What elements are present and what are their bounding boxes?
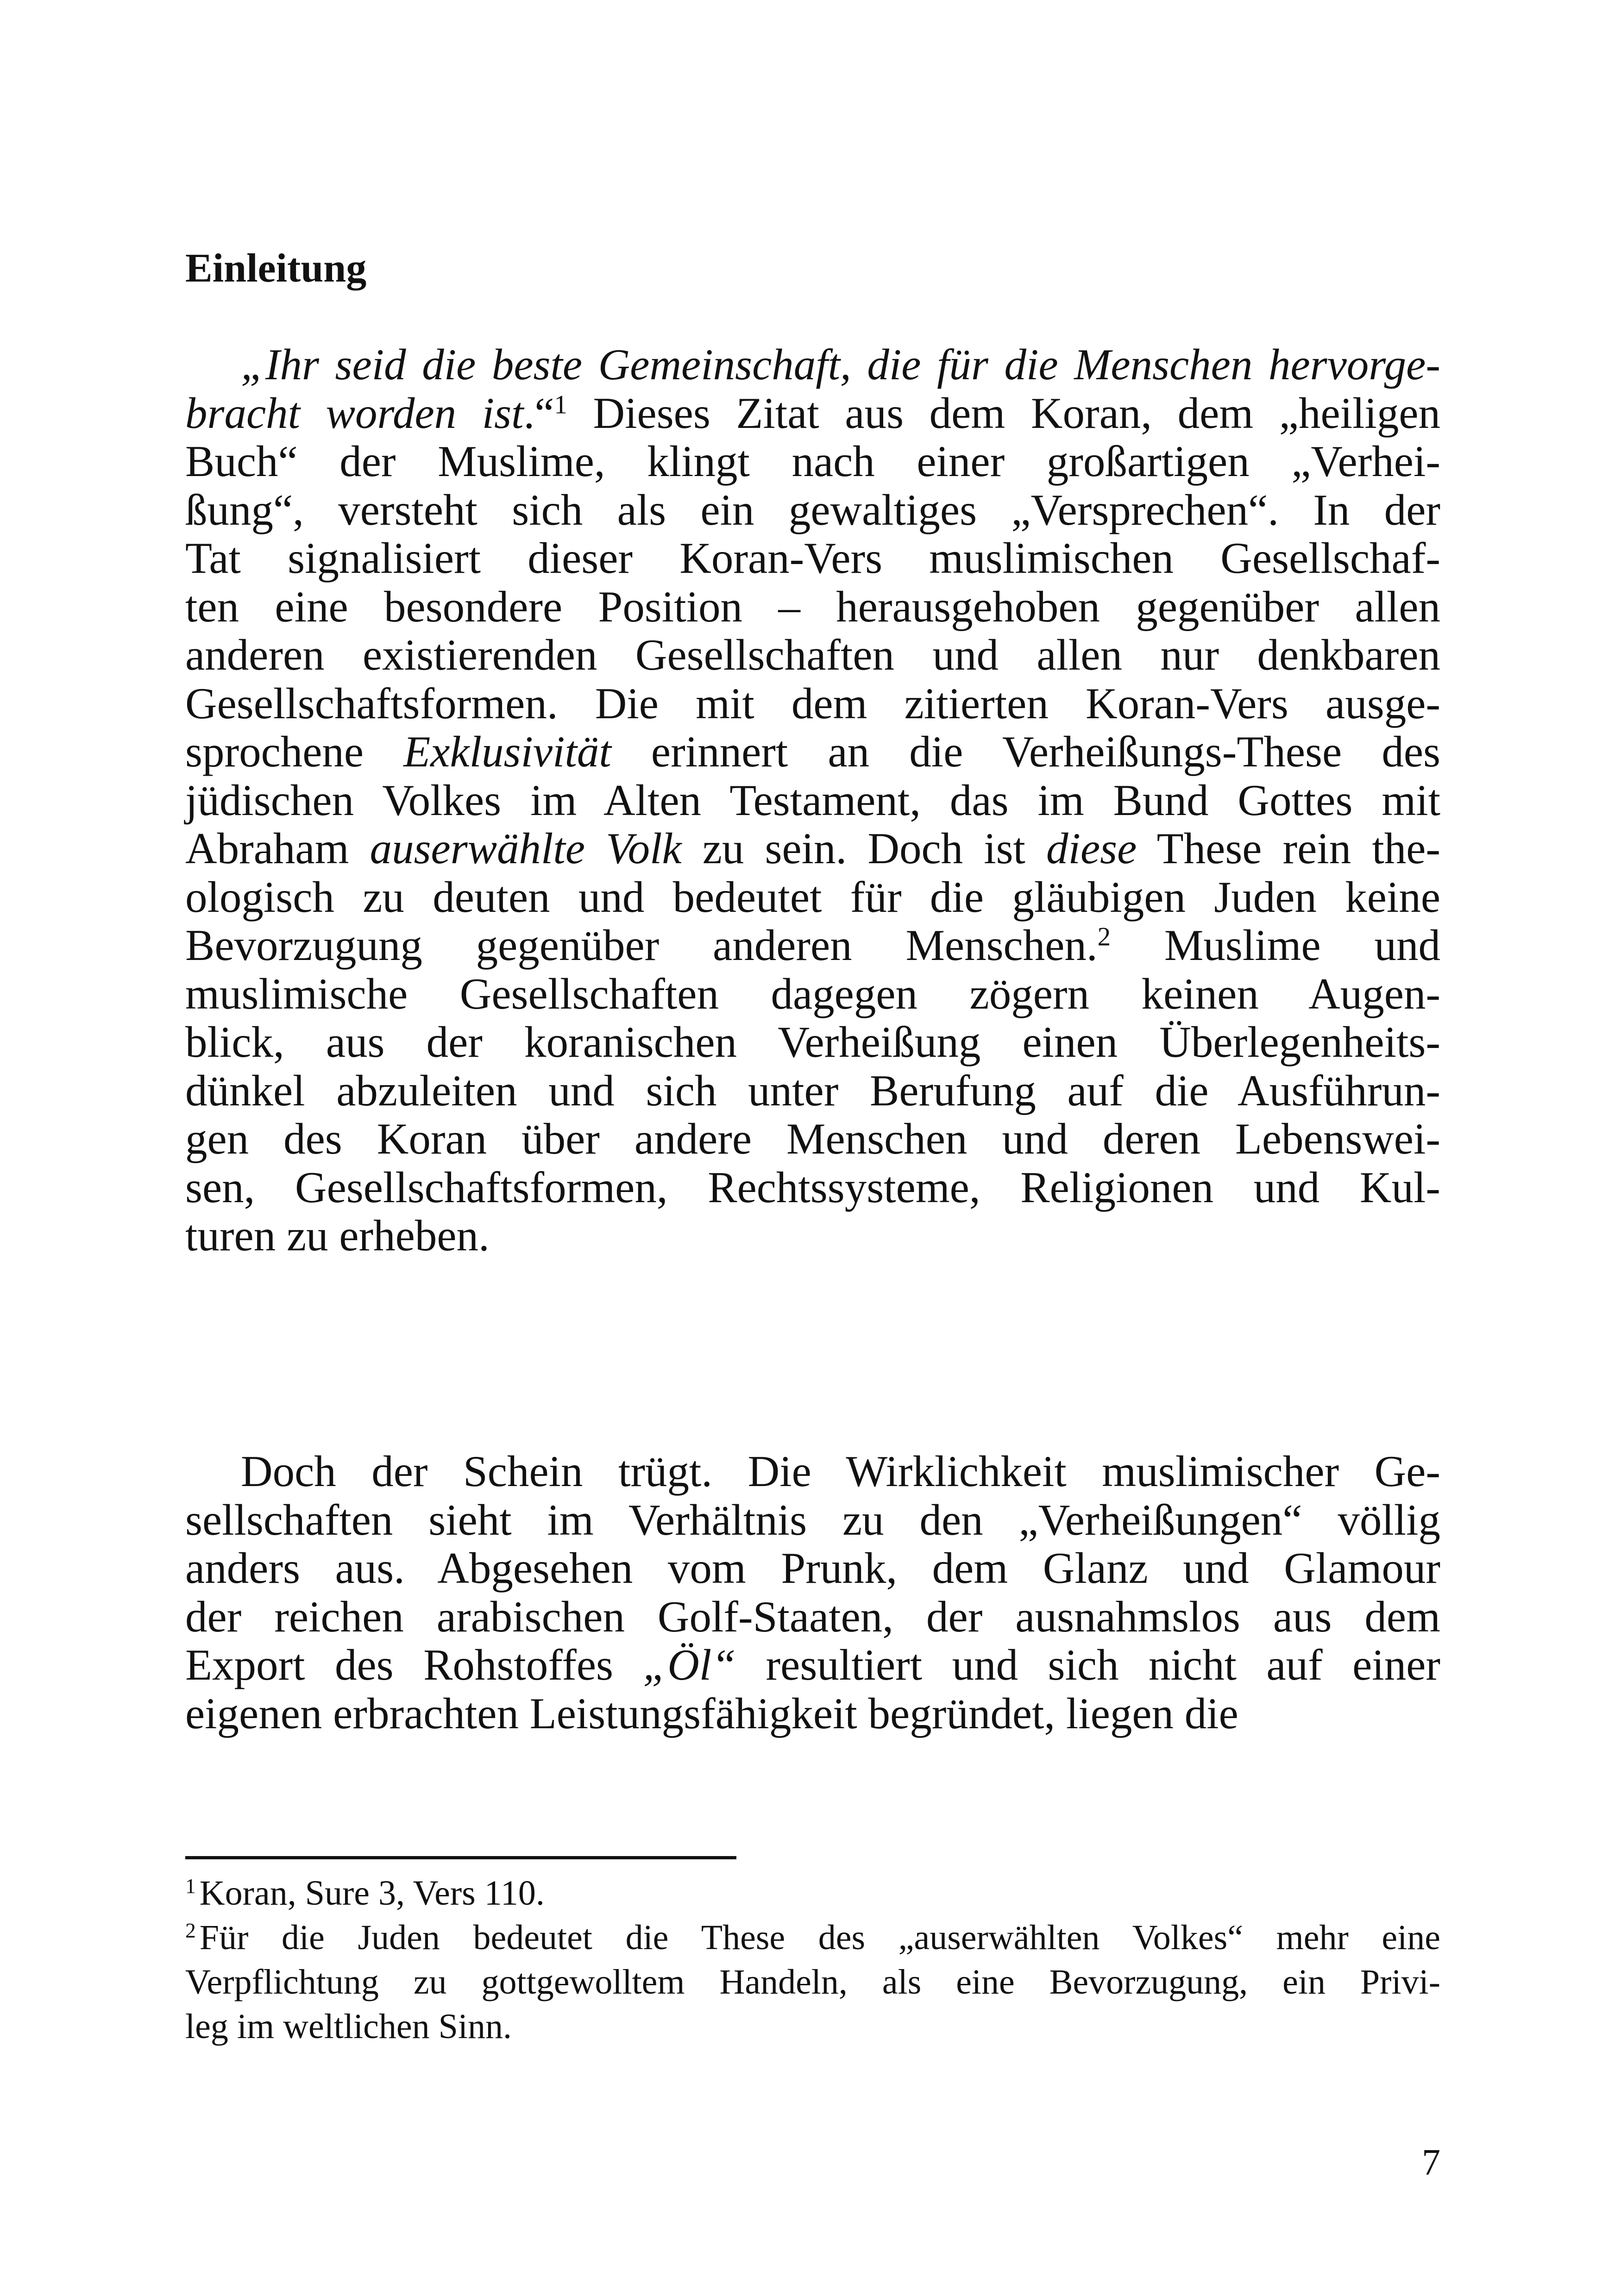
footnote-text: Für die Juden bedeutet die These des „auserwählten Volkes“ mehr eine (199, 1918, 1440, 1957)
text-line (185, 1018, 1440, 1066)
paragraph-introduction-1 (185, 340, 1440, 1260)
text-span: ten eine besondere Position – herausgehoben gegenüber allen (185, 582, 1440, 631)
text-line (185, 970, 1440, 1018)
footnote-number: 2 (185, 1918, 196, 1942)
footnote-line (185, 1915, 1440, 1960)
text-span: Export des Rohstoffes (185, 1640, 643, 1689)
text-line (185, 1066, 1440, 1115)
text-span: der reichen arabischen Golf-Staaten, der ausnahmslos aus dem (185, 1592, 1440, 1641)
italic-text: bracht worden ist (185, 388, 524, 438)
text-span: sprochene (185, 727, 404, 776)
text-span: anders aus. Abgesehen vom Prunk, dem Glanz und Glamour (185, 1543, 1440, 1593)
text-span: jüdischen Volkes im Alten Testament, das im Bund Gottes mit (185, 775, 1440, 825)
italic-text: diese (1046, 824, 1137, 873)
footnote-number: 1 (185, 1874, 196, 1898)
text-line (185, 873, 1440, 922)
text-line (185, 776, 1440, 825)
text-line (185, 631, 1440, 679)
text-span: turen zu erheben. (185, 1211, 490, 1260)
footnote-reference: 2 (1097, 922, 1111, 952)
text-line (185, 1496, 1440, 1544)
text-line (185, 1544, 1440, 1593)
text-span: ologisch zu deuten und bedeutet für die gläubigen Juden keine (185, 872, 1440, 922)
text-line (185, 728, 1440, 776)
text-span: resultiert und sich nicht auf einer (736, 1640, 1440, 1689)
footnote-text: Verpflichtung zu gottgewolltem Handeln, als eine Bevorzugung, ein Privi- (185, 1963, 1440, 2001)
text-span: Bevorzugung gegenüber anderen Menschen. (185, 921, 1098, 970)
text-span: These rein the- (1137, 824, 1441, 873)
text-line (185, 583, 1440, 631)
footnote-line (185, 1871, 1440, 1915)
text-span: gen des Koran über andere Menschen und deren Lebenswei- (185, 1114, 1440, 1163)
text-span: Dieses Zitat aus dem Koran, dem „heiligen (567, 388, 1440, 438)
text-span: zu sein. Doch ist (681, 824, 1047, 873)
text-line (185, 1447, 1440, 1496)
italic-text: auserwählte Volk (370, 824, 682, 873)
text-line (185, 389, 1440, 438)
text-span: Buch“ der Muslime, klingt nach einer großartigen „Verhei- (185, 437, 1440, 486)
text-line (185, 534, 1440, 583)
text-span: .“ (523, 388, 554, 438)
italic-text: „Ihr seid die beste Gemeinschaft, die für die Menschen hervorge- (241, 340, 1440, 389)
text-line (185, 679, 1440, 728)
page-number: 7 (1422, 2142, 1440, 2183)
text-line (185, 1689, 1440, 1738)
text-span: anderen existierenden Gesellschaften und allen nur denkbaren (185, 630, 1440, 679)
footnote-line (185, 2004, 1440, 2049)
text-line (185, 1211, 1440, 1260)
italic-text: „Öl“ (643, 1640, 736, 1689)
text-span: sellschaften sieht im Verhältnis zu den „Verheißungen“ völlig (185, 1495, 1440, 1544)
text-line (185, 1593, 1440, 1641)
text-span: Gesellschaftsformen. Die mit dem zitierten Koran-Vers ausge- (185, 678, 1440, 728)
text-span: Doch der Schein trügt. Die Wirklichkeit muslimischer Ge- (241, 1447, 1440, 1496)
text-line (185, 486, 1440, 534)
text-line (185, 1163, 1440, 1212)
italic-text: Exklusivität (403, 727, 611, 776)
text-span: ßung“, versteht sich als ein gewaltiges „Versprechen“. In der (185, 485, 1440, 534)
text-line (185, 1641, 1440, 1689)
text-span: Abraham (185, 824, 370, 873)
text-span: Muslime und (1111, 921, 1440, 970)
text-line (185, 340, 1440, 389)
paragraph-introduction-2 (185, 1447, 1440, 1738)
footnote-text: leg im weltlichen Sinn. (185, 2007, 512, 2046)
text-span: sen, Gesellschaftsformen, Rechtssysteme, Religionen und Kul- (185, 1162, 1440, 1212)
text-line (185, 921, 1440, 970)
text-line (185, 1115, 1440, 1163)
footnotes (185, 1871, 1440, 2049)
footnote-line (185, 1960, 1440, 2004)
text-span: muslimische Gesellschaften dagegen zögern keinen Augen- (185, 969, 1440, 1018)
text-span: erinnert an die Verheißungs-These des (611, 727, 1440, 776)
text-line (185, 824, 1440, 873)
chapter-heading: Einleitung (185, 246, 367, 291)
text-span: dünkel abzuleiten und sich unter Berufung auf die Ausführun- (185, 1066, 1440, 1115)
text-span: blick, aus der koranischen Verheißung einen Überlegenheits- (185, 1017, 1440, 1066)
text-span: eigenen erbrachten Leistungsfähigkeit begründet, liegen die (185, 1688, 1238, 1738)
footnote-separator (185, 1856, 736, 1859)
text-line (185, 437, 1440, 486)
footnote-reference: 1 (554, 390, 567, 420)
footnote-text: Koran, Sure 3, Vers 110. (199, 1874, 545, 1913)
text-span: Tat signalisiert dieser Koran-Vers muslimischen Gesellschaf- (185, 533, 1440, 583)
